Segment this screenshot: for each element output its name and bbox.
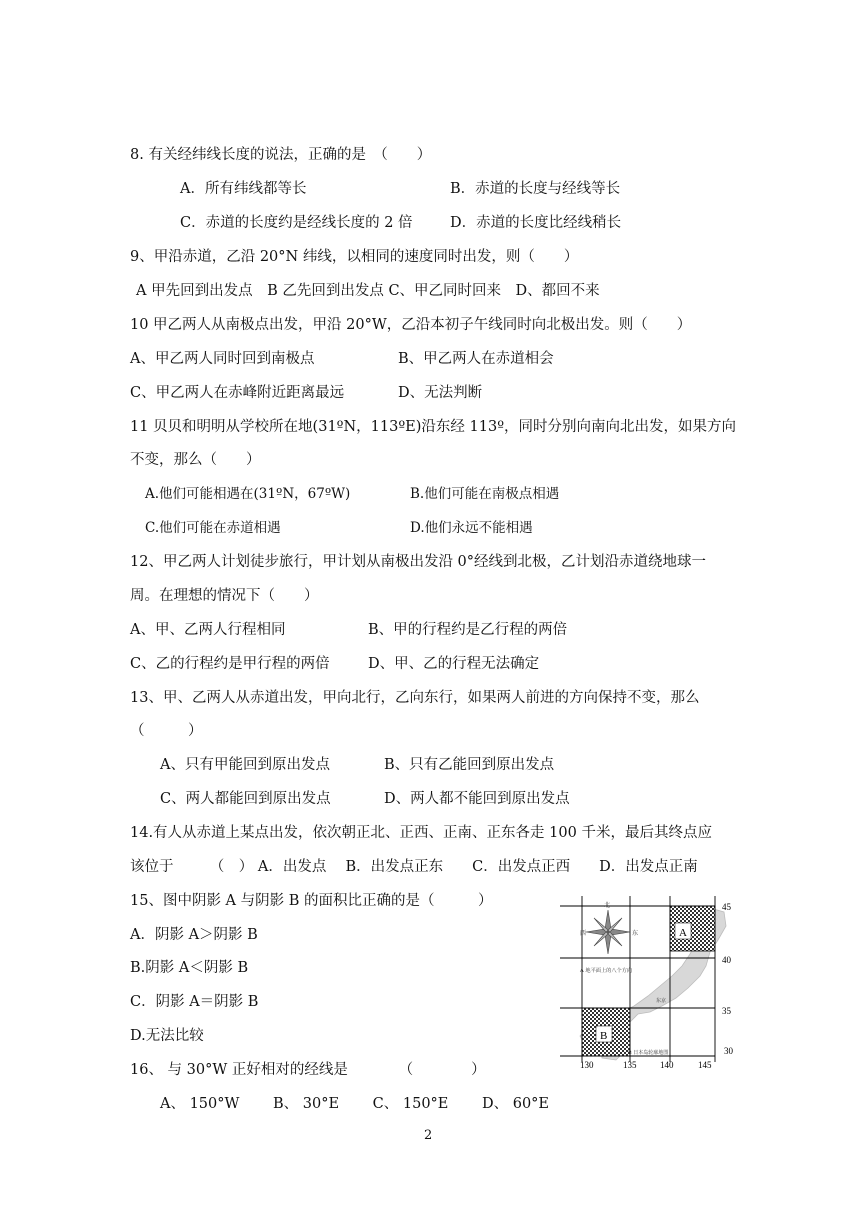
q13-option-a: A、只有甲能回到原出发点 xyxy=(160,757,330,773)
q13-option-b: B、只有乙能回到原出发点 xyxy=(384,757,555,773)
compass-n: 北 xyxy=(604,902,611,909)
shade-b-label: B xyxy=(600,1030,608,1042)
q11-option-a: A.他们可能相遇在(31ºN，67ºW) xyxy=(145,486,351,502)
q15-option-d: D.无法比较 xyxy=(130,1028,204,1044)
q13-option-c: C、两人都能回到原出发点 xyxy=(160,791,331,807)
compass-rose-icon xyxy=(586,910,630,954)
q9-stem: 9、甲沿赤道，乙沿 20°N 纬线，以相同的速度同时出发，则（ ） xyxy=(130,249,579,265)
q8-option-a: A．所有纬线都等长 xyxy=(180,181,307,197)
compass-w: 西 xyxy=(580,930,587,937)
compass-e: 东 xyxy=(632,930,639,937)
lon-label-140: 140 xyxy=(660,1060,674,1070)
q11-option-b: B.他们可能在南极点相遇 xyxy=(410,486,560,502)
page-number: 2 xyxy=(424,1128,433,1143)
q10-option-d: D、无法判断 xyxy=(398,385,483,401)
q12-stem-line2: 周。在理想的情况下（ ） xyxy=(130,588,319,604)
lon-label-135: 135 xyxy=(623,1060,637,1070)
q8-stem: 8. 有关经纬线长度的说法，正确的是 （ ） xyxy=(130,147,432,163)
q16-stem: 16、 与 30°W 正好相对的经线是 （ ） xyxy=(130,1062,486,1078)
lat-label-40: 40 xyxy=(722,955,731,965)
shade-a-label: A xyxy=(679,927,687,939)
q8-option-d: D．赤道的长度比经线稍长 xyxy=(450,215,622,231)
q12-option-b: B、甲的行程约是乙行程的两倍 xyxy=(368,622,568,638)
q16-options: A、 150°W B、 30°E C、 150°E D、 60°E xyxy=(160,1096,550,1112)
q10-stem: 10 甲乙两人从南极点出发，甲沿 20°W，乙沿本初子午线同时向北极出发。则（ ） xyxy=(130,317,692,333)
q11-stem-line1: 11 贝贝和明明从学校所在地(31ºN，113ºE)沿东经 113º，同时分别向南向北出发，如果方向 xyxy=(130,419,737,435)
lat-label-35: 35 xyxy=(722,1006,731,1016)
japan-grid-map xyxy=(560,896,750,1076)
q10-option-a: A、甲乙两人同时回到南极点 xyxy=(130,351,315,367)
q8-option-b: B．赤道的长度与经线等长 xyxy=(450,181,621,197)
q15-stem: 15、图中阴影 A 与阴影 B 的面积比正确的是（ ） xyxy=(130,893,493,909)
q13-option-d: D、两人都不能回到原出发点 xyxy=(384,791,570,807)
q13-stem-line2: （ ） xyxy=(130,723,203,739)
map-caption-bottom: B 日本岛轮廓地图 xyxy=(628,1050,669,1056)
q15-option-a: A．阴影 A＞阴影 B xyxy=(130,927,258,943)
lon-label-145: 145 xyxy=(698,1060,712,1070)
q12-option-c: C、乙的行程约是甲行程的两倍 xyxy=(130,656,330,672)
lat-label-45: 45 xyxy=(722,902,731,912)
q11-stem-line2: 不变，那么（ ） xyxy=(130,452,261,468)
q12-option-a: A、甲、乙两人行程相同 xyxy=(130,622,286,638)
city-label: 东京 xyxy=(656,998,667,1004)
q12-option-d: D、甲、乙的行程无法确定 xyxy=(368,656,540,672)
map-caption-left: A 地平面上的八个方向 xyxy=(580,968,633,974)
q11-option-d: D.他们永远不能相遇 xyxy=(410,520,533,536)
lon-label-130: 130 xyxy=(580,1060,594,1070)
q9-options: A 甲先回到出发点 B 乙先回到出发点 C、甲乙同时回来 D、都回不来 xyxy=(136,283,600,299)
q15-option-c: C．阴影 A＝阴影 B xyxy=(130,994,259,1010)
q12-stem-line1: 12、甲乙两人计划徒步旅行，甲计划从南极出发沿 0°经线到北极，乙计划沿赤道绕地球一 xyxy=(130,554,707,570)
q15-option-b: B.阴影 A＜阴影 B xyxy=(130,960,249,976)
q13-stem-line1: 13、甲、乙两人从赤道出发，甲向北行，乙向东行，如果两人前进的方向保持不变，那么 xyxy=(130,690,700,706)
q11-option-c: C.他们可能在赤道相遇 xyxy=(145,520,281,536)
q14-stem-line2: 该位于 （ ） A．出发点 B．出发点正东 C．出发点正西 D．出发点正南 xyxy=(130,859,698,875)
q10-option-c: C、甲乙两人在赤峰附近距离最远 xyxy=(130,385,345,401)
q8-option-c: C．赤道的长度约是经线长度的 2 倍 xyxy=(180,215,413,231)
q14-stem-line1: 14.有人从赤道上某点出发，依次朝正北、正西、正南、正东各走 100 千米，最后其终点应 xyxy=(130,825,712,841)
lat-label-30: 30 xyxy=(724,1046,733,1056)
q10-option-b: B、甲乙两人在赤道相会 xyxy=(398,351,554,367)
